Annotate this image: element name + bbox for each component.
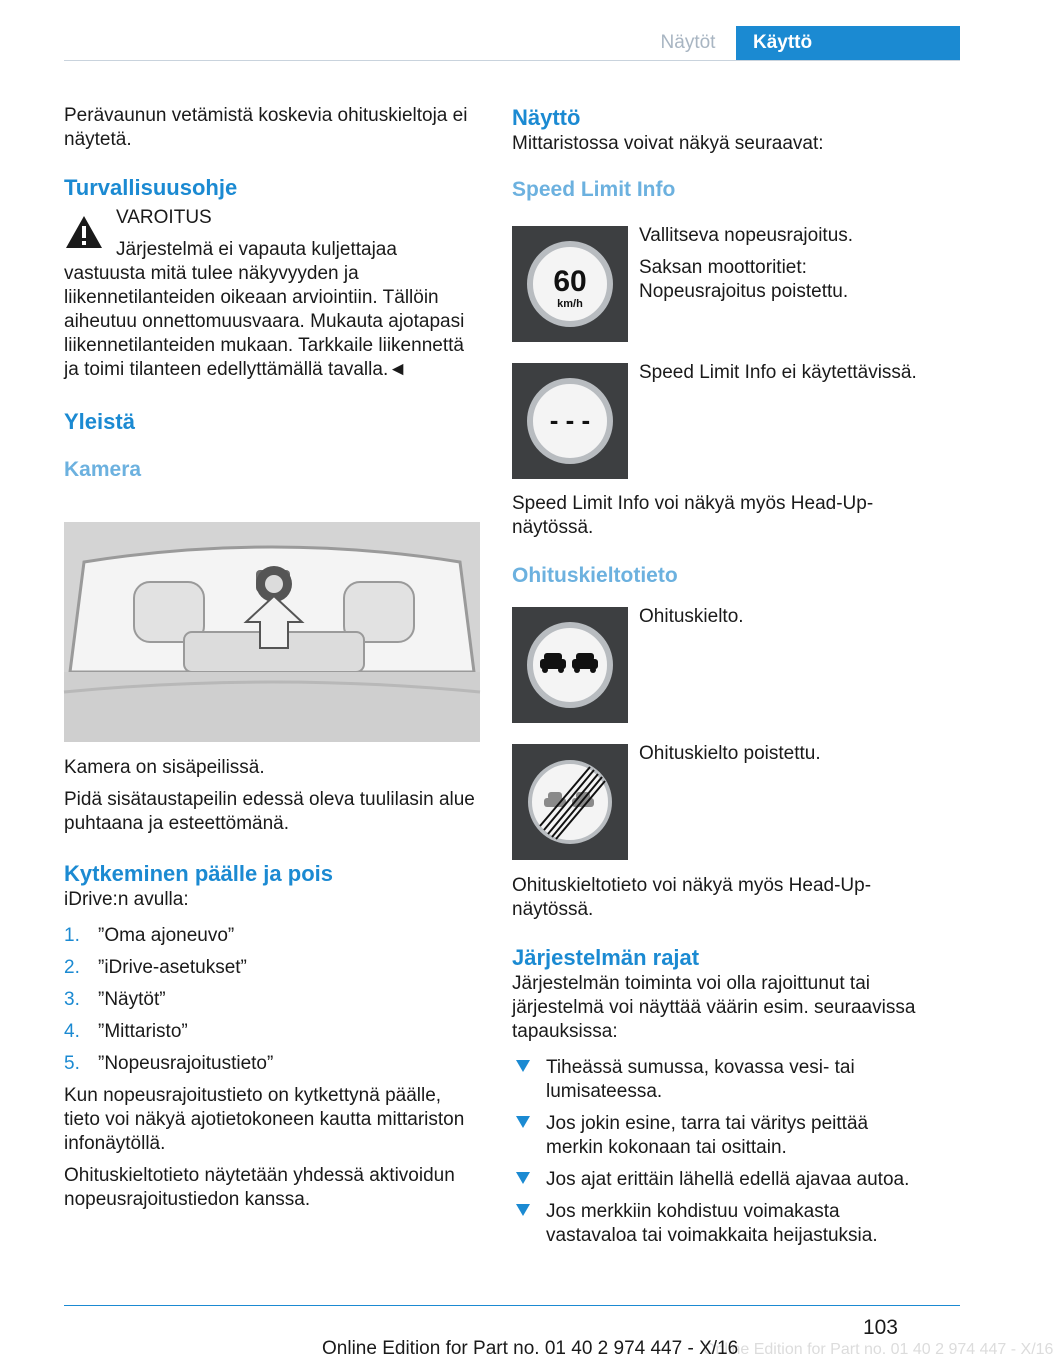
header-tab-kaytto: Käyttö	[736, 26, 960, 60]
camera-image	[64, 522, 480, 742]
pass-heading: Ohituskieltotieto	[512, 564, 678, 587]
sign-dashes: - - -	[549, 405, 591, 435]
limit-text: Tiheässä sumussa, kovassa vesi- tai lumisateessa.	[546, 1057, 855, 1102]
after-steps-2: Ohituskieltotieto näytetään yhdessä aktivoidun nopeusrajoitustiedon kanssa.	[64, 1165, 455, 1210]
steps-list	[64, 924, 482, 1076]
sign4-text	[639, 742, 929, 774]
header-tab-nayotot: Näytöt	[660, 32, 716, 53]
bullet-triangle-icon	[516, 1116, 530, 1128]
warning-text: Järjestelmä ei vapauta kuljettajaa vastuusta mitä tulee näkyvyyden ja liikennetilanteiden oikeaan arviointiin. Tällöin aiheutuu onnettomuusvaara. Mukauta ajotapasi liikennetilanteiden mukaan. Tarkkaile liikennettä ja toimi tilanteen edellyttämällä tavalla.◄	[64, 239, 465, 380]
limits-heading: Järjestelmän rajat	[512, 945, 700, 970]
bullet-triangle-icon	[516, 1060, 530, 1072]
sign2-text	[639, 361, 929, 393]
right-column-top	[512, 104, 926, 204]
list-item	[64, 988, 482, 1012]
camera-note: Pidä sisätaustapeilin edessä oleva tuulilasin alue puhtaana ja esteettömänä.	[64, 789, 475, 834]
step-number: 3.	[64, 989, 80, 1010]
bullet-triangle-icon	[516, 1204, 530, 1216]
sli-heading: Speed Limit Info	[512, 178, 676, 201]
intro-text: Perävaunun vetämistä koskevia ohituskieltoja ei näytetä.	[64, 105, 468, 150]
footer-rule	[64, 1305, 960, 1306]
list-item	[64, 1052, 482, 1076]
step-number: 4.	[64, 1021, 80, 1042]
step-text: ”iDrive-asetukset”	[98, 957, 247, 978]
sli-hud-text: Speed Limit Info voi näkyä myös Head-Up-näytössä.	[512, 493, 874, 538]
warning-title: VAROITUS	[116, 207, 212, 228]
sign1-line1: Vallitseva nopeusrajoitus.	[639, 225, 854, 246]
step-text: ”Näytöt”	[98, 989, 166, 1010]
after-steps-1: Kun nopeusrajoitustieto on kytkettynä päälle, tieto voi näkyä ajotietokoneen kautta mittariston infonäytöllä.	[64, 1085, 465, 1154]
display-intro: Mittaristossa voivat näkyä seuraavat:	[512, 133, 824, 154]
no-overtaking-ended-sign	[512, 744, 628, 860]
safety-heading: Turvallisuusohje	[64, 175, 238, 200]
step-text: ”Oma ajoneuvo”	[98, 925, 235, 946]
footer-edition: Online Edition for Part no. 01 40 2 974 447 - X/16	[322, 1338, 739, 1359]
camera-caption: Kamera on sisäpeilissä.	[64, 757, 265, 778]
page-number: 103	[862, 1316, 898, 1339]
step-number: 1.	[64, 925, 80, 946]
list-item	[512, 1056, 926, 1104]
idrive-text: iDrive:n avulla:	[64, 889, 189, 910]
list-item	[512, 1168, 926, 1192]
list-item	[512, 1200, 926, 1248]
list-item	[64, 956, 482, 980]
limit-text: Jos merkkiin kohdistuu voimakasta vastavaloa tai voimakkaita heijastuksia.	[546, 1201, 878, 1246]
camera-heading: Kamera	[64, 458, 142, 481]
step-text: ”Nopeusrajoitustieto”	[98, 1053, 274, 1074]
sign3-line: Ohituskielto.	[639, 606, 744, 627]
general-heading: Yleistä	[64, 409, 135, 434]
list-item	[512, 1112, 926, 1160]
sign1-text	[639, 224, 929, 312]
display-heading: Näyttö	[512, 105, 581, 130]
step-text: ”Mittaristo”	[98, 1021, 188, 1042]
list-item	[64, 924, 482, 948]
limit-text: Jos ajat erittäin lähellä edellä ajavaa autoa.	[546, 1169, 910, 1190]
sign3-text	[639, 605, 929, 637]
step-number: 5.	[64, 1053, 80, 1074]
limits-list	[512, 1056, 926, 1248]
bullet-triangle-icon	[516, 1172, 530, 1184]
onoff-heading: Kytkeminen päälle ja pois	[64, 861, 333, 886]
left-column-lower	[64, 756, 482, 1220]
speed-limit-unavailable-sign	[512, 363, 628, 479]
header-rule	[64, 60, 960, 61]
right-column-mid	[512, 492, 926, 590]
warning-block	[64, 206, 482, 382]
limit-text: Jos jokin esine, tarra tai väritys peittää merkin kokonaan tai osittain.	[546, 1113, 869, 1158]
limits-intro: Järjestelmän toiminta voi olla rajoittunut tai järjestelmä voi näyttää väärin esim. seuraavissa tapauksissa:	[512, 973, 916, 1042]
pass-hud-text: Ohituskieltotieto voi näkyä myös Head-Up-näytössä.	[512, 875, 872, 920]
step-number: 2.	[64, 957, 80, 978]
sign-speed-unit: km/h	[557, 298, 583, 310]
right-column-lower	[512, 874, 926, 1256]
speed-limit-60-sign	[512, 226, 628, 342]
left-column	[64, 104, 482, 484]
sign1-line2: Saksan moottoritiet: Nopeusrajoitus poistettu.	[639, 257, 849, 302]
list-item	[64, 1020, 482, 1044]
sign2-line: Speed Limit Info ei käytettävissä.	[639, 362, 917, 383]
sign4-line: Ohituskielto poistettu.	[639, 743, 821, 764]
warning-icon	[64, 214, 104, 257]
no-overtaking-sign	[512, 607, 628, 723]
footer-watermark: Online Edition for Part no. 01 40 2 974 447 - X/16	[703, 1341, 1053, 1358]
sign-speed-value: 60	[553, 265, 587, 298]
